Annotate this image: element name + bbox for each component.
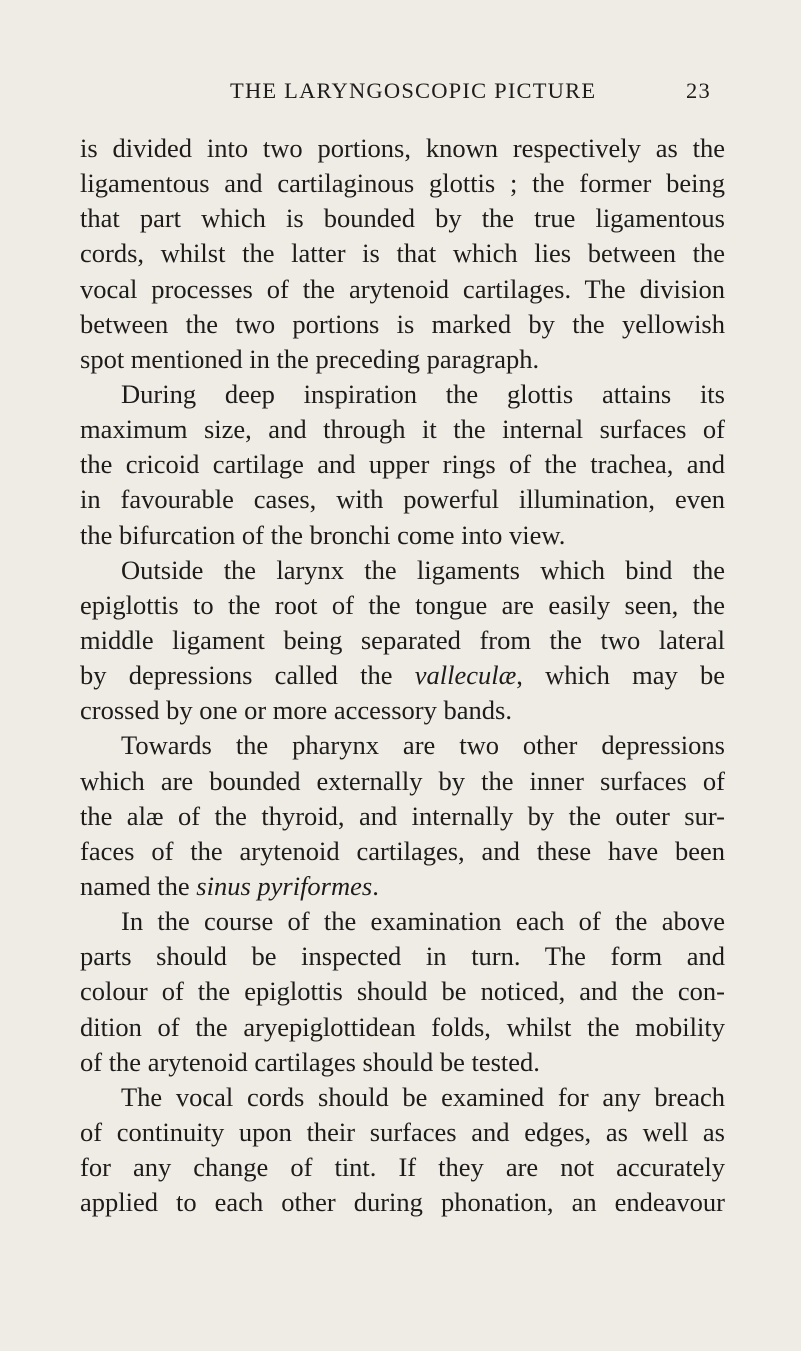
text-line-with-italic [80, 658, 725, 693]
text-line: that part which is bounded by the true ligamentous [80, 203, 725, 234]
running-title: THE LARYNGOSCOPIC PICTURE [230, 78, 597, 103]
text-line: in favourable cases, with powerful illumination, even [80, 484, 725, 515]
text-line: colour of the epiglottis should be noticed, and the con- [80, 976, 725, 1007]
text-line: vocal processes of the arytenoid cartilages. The division [80, 273, 725, 304]
text-line: epiglottis to the root of the tongue are easily seen, the [80, 589, 725, 620]
text-line: faces of the arytenoid cartilages, and these have been [80, 835, 725, 866]
text-line: the alæ of the thyroid, and internally by the outer sur- [80, 800, 725, 831]
text-line: ligamentous and cartilaginous glottis ; the former being [80, 168, 725, 199]
paragraph-end-line: crossed by one or more accessory bands. [80, 695, 512, 726]
running-head [230, 78, 730, 108]
paragraph-start-line: Towards the pharynx are two other depressions [121, 730, 725, 761]
text-line: dition of the aryepiglottidean folds, whilst the mobility [80, 1011, 725, 1042]
paragraph-start-line: In the course of the examination each of the above [121, 906, 725, 937]
text-line: for any change of tint. If they are not accurately [80, 1152, 725, 1183]
paragraph-end-line: spot mentioned in the preceding paragraph. [80, 343, 540, 374]
text-line: applied to each other during phonation, an endeavour [80, 1187, 725, 1218]
text-line: cords, whilst the latter is that which lies between the [80, 238, 725, 269]
page-number: 23 [686, 78, 711, 103]
body-text [80, 131, 725, 1220]
paragraph-start-line: Outside the larynx the ligaments which bind the [121, 554, 725, 585]
line-text: . [372, 870, 379, 901]
paragraph-end-line-with-italic [80, 869, 725, 904]
paragraph-end-line: of the arytenoid cartilages should be tested. [80, 1046, 540, 1077]
text-line: the cricoid cartilage and upper rings of the trachea, and [80, 449, 725, 480]
italic-term: sinus pyriformes [196, 870, 373, 901]
text-line: of continuity upon their surfaces and edges, as well as [80, 1116, 725, 1147]
text-line: maximum size, and through it the internal surfaces of [80, 414, 725, 445]
line-text: , which may be [516, 660, 725, 691]
italic-term: valleculæ [414, 660, 517, 691]
line-text: named the [80, 870, 197, 901]
text-line: parts should be inspected in turn. The form and [80, 941, 725, 972]
text-line: between the two portions is marked by the yellowish [80, 308, 725, 339]
text-line: middle ligament being separated from the two lateral [80, 624, 725, 655]
text-line: is divided into two portions, known respectively as the [80, 133, 725, 163]
line-text: by depressions called the [80, 660, 415, 691]
paragraph-end-line: the bifurcation of the bronchi come into view. [80, 519, 566, 550]
paragraph-start-line: The vocal cords should be examined for any breach [121, 1081, 725, 1112]
text-line: which are bounded externally by the inner surfaces of [80, 765, 725, 796]
paragraph-start-line: During deep inspiration the glottis attains its [121, 378, 725, 409]
